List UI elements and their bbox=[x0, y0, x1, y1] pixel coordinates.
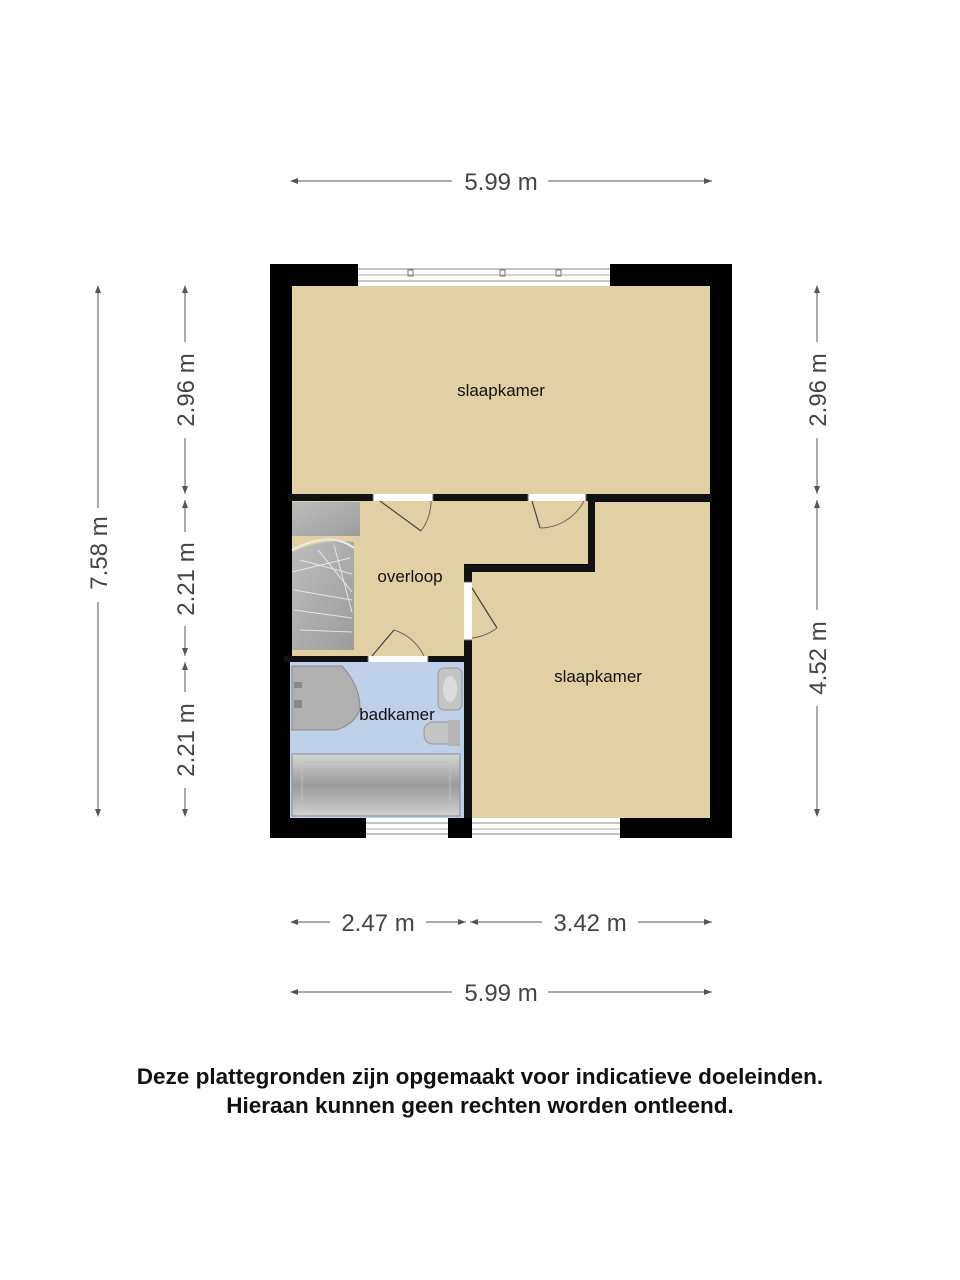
dim-top-width: 5.99 m bbox=[464, 169, 538, 196]
bathtub bbox=[292, 754, 460, 816]
dim-left-top: 2.96 m bbox=[173, 353, 200, 427]
wall-bottom-pillar bbox=[448, 818, 472, 838]
shower bbox=[292, 666, 360, 730]
sink bbox=[438, 668, 462, 710]
wall-interior-horizontal bbox=[288, 494, 712, 501]
room-label-bathroom: badkamer bbox=[359, 705, 435, 724]
dimension-bottom-segments bbox=[290, 910, 712, 937]
wall-landing-step bbox=[464, 565, 595, 572]
dimension-left-segments bbox=[173, 285, 200, 817]
dim-right-top: 2.96 m bbox=[805, 353, 832, 427]
dimension-left-total bbox=[86, 285, 113, 817]
dim-left-middle: 2.21 m bbox=[173, 542, 200, 616]
dimension-right-segments bbox=[805, 285, 832, 817]
dimension-top bbox=[290, 169, 712, 196]
dim-left-bottom: 2.21 m bbox=[173, 703, 200, 777]
disclaimer-line-1: Deze plattegronden zijn opgemaakt voor indicatieve doeleinden. bbox=[136, 1064, 824, 1089]
staircase bbox=[292, 502, 360, 650]
dimension-bottom-total bbox=[290, 980, 712, 1007]
wall-landing-right bbox=[588, 500, 595, 572]
window-bottom-bedroom bbox=[472, 818, 620, 838]
dim-bottom-right: 3.42 m bbox=[553, 910, 627, 937]
room-label-bedroom-bottom: slaapkamer bbox=[554, 667, 642, 686]
dim-bottom-left: 2.47 m bbox=[341, 910, 415, 937]
window-top bbox=[358, 264, 610, 286]
disclaimer-line-2: Hieraan kunnen geen rechten worden ontleend. bbox=[226, 1093, 734, 1118]
dim-bottom-total: 5.99 m bbox=[464, 980, 538, 1007]
room-floor-bedroom-bottom-b bbox=[595, 502, 710, 818]
dim-right-bottom: 4.52 m bbox=[805, 621, 832, 695]
disclaimer bbox=[0, 1062, 960, 1120]
room-floor-bedroom-bottom-a bbox=[472, 572, 595, 818]
room-label-landing: overloop bbox=[377, 567, 443, 586]
dim-left-total: 7.58 m bbox=[86, 516, 113, 590]
window-bottom-bathroom bbox=[366, 818, 448, 838]
room-label-bedroom-top: slaapkamer bbox=[457, 381, 545, 400]
